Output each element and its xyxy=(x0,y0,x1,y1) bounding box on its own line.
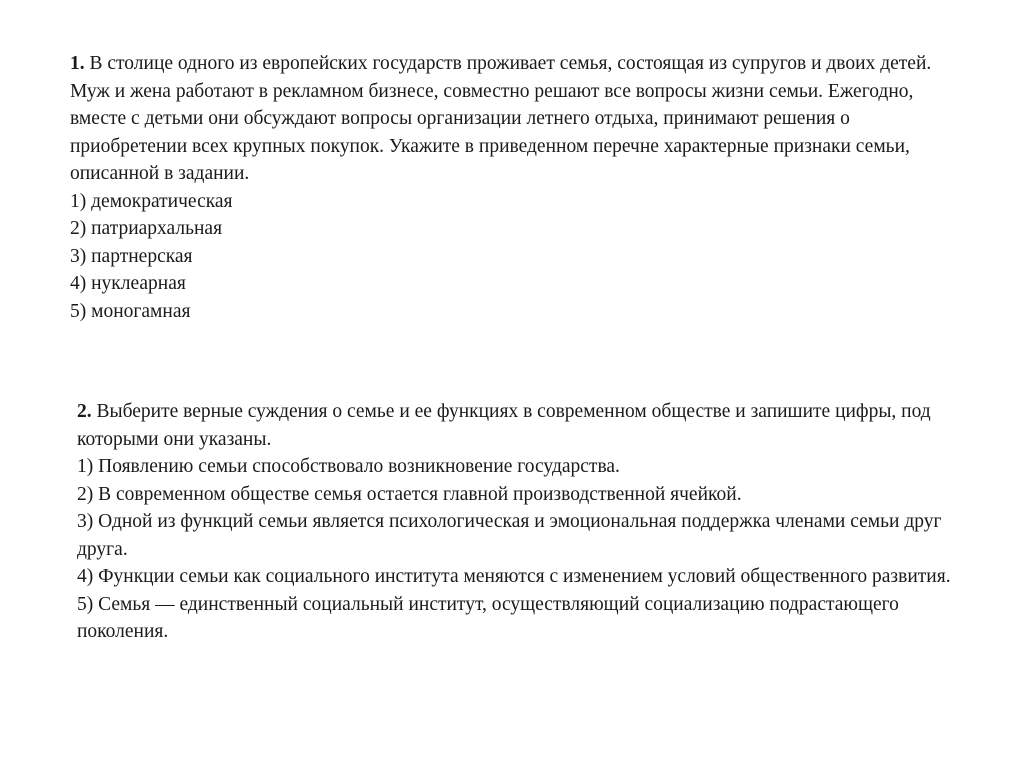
question-1-stem: В столице одного из европейских государств проживает семья, состоящая из супругов и двоих детей. Муж и жена работают в рекламном бизнесе, совместно решают все вопросы жизни семьи. Ежегодно, вместе с детьми они обсуждают вопросы организации летнего отдыха, принимают решения о приобретении всех крупных покупок. Укажите в приведенном перечне характерные признаки семьи, описанной в задании. xyxy=(70,53,932,184)
question-2-text xyxy=(77,398,957,453)
question-1-option: 4) нуклеарная xyxy=(70,273,186,294)
question-2-option: 5) Семья — единственный социальный институт, осуществляющий социализацию подрастающего поколения. xyxy=(77,593,899,642)
question-2-option: 3) Одной из функций семьи является психологическая и эмоциональная поддержка членами семьи друг друга. xyxy=(77,511,942,560)
question-1-option: 1) демократическая xyxy=(70,190,233,212)
question-2-option: 1) Появлению семьи способствовало возникновение государства. xyxy=(77,456,620,477)
question-1-options xyxy=(70,188,950,326)
question-2-stem: Выберите верные суждения о семье и ее функциях в современном обществе и запишите цифры, под которыми они указаны. xyxy=(77,401,931,450)
question-2-option: 2) В современном обществе семья остается главной производственной ячейкой. xyxy=(77,483,742,505)
question-1-option: 3) партнерская xyxy=(70,245,193,267)
question-1-option: 2) патриархальная xyxy=(70,218,223,239)
question-2 xyxy=(77,398,957,646)
question-1-text xyxy=(70,50,950,188)
question-2-number: 2. xyxy=(77,401,92,422)
question-2-option: 4) Функции семьи как социального института меняются с изменением условий общественного развития. xyxy=(77,566,951,587)
question-1-number: 1. xyxy=(70,53,85,74)
question-1-option: 5) моногамная xyxy=(70,300,191,322)
question-1 xyxy=(70,50,950,325)
question-2-options xyxy=(77,453,957,646)
